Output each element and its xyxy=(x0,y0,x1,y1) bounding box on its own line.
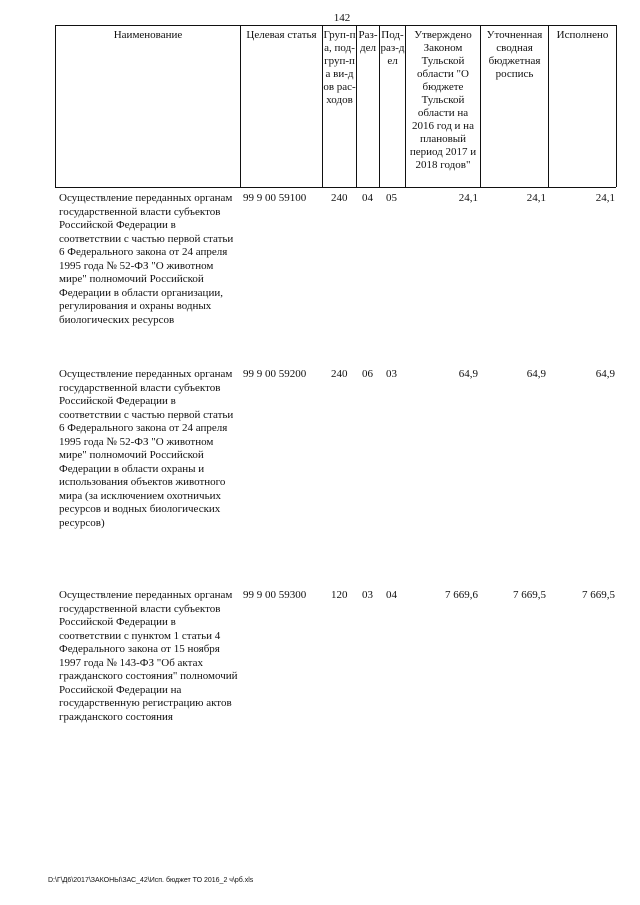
header-bottom-border xyxy=(55,187,616,188)
row-target: 99 9 00 59300 xyxy=(243,589,307,601)
row-group: 120 xyxy=(331,589,348,601)
row-section: 06 xyxy=(362,368,373,380)
row-executed: 7 669,5 xyxy=(582,589,615,601)
row-approved: 24,1 xyxy=(458,192,478,204)
row-name: Осуществление переданных органам государственной власти субъектов Российской Федерации в соответствии с частью первой статьи 6 Федерального закона от 24 апреля 1995 года № 52-ФЗ "О животном мире" полномочий Российской Федерации в области организации, регулирования и охраны водных биологических ресурсов xyxy=(59,192,234,326)
row-target: 99 9 00 59100 xyxy=(243,192,307,204)
row-section: 03 xyxy=(362,589,373,601)
header-section: Раз-дел xyxy=(358,29,378,54)
header-subsection: Под-раз-дел xyxy=(380,29,405,67)
row-approved: 64,9 xyxy=(458,368,478,380)
header-group: Груп-па, под-груп-па ви-дов рас-ходов xyxy=(323,29,356,106)
header-target: Целевая статья xyxy=(246,29,317,41)
row-approved: 7 669,6 xyxy=(445,589,478,601)
header-refined: Уточненная сводная бюджетная роспись xyxy=(486,29,543,80)
row-group: 240 xyxy=(331,368,348,380)
row-subsection: 03 xyxy=(386,368,397,380)
page-number: 142 xyxy=(333,12,351,24)
file-path-footer: D:\Г\Д6\2017\ЗАКОНЫ\ЗАС_42\Исп. бюджет ТО 2016_2 ч\рб.xls xyxy=(48,877,254,884)
row-name: Осуществление переданных органам государственной власти субъектов Российской Федерации в соответствии с частью первой статьи 6 Федерального закона от 24 апреля 1995 года № 52-ФЗ "О животном мире" полномочий Российской Федерации в области охраны и использования объектов животного мира (за исключением охотничьих ресурсов и водных биологических ресурсов) xyxy=(59,368,234,529)
row-target: 99 9 00 59200 xyxy=(243,368,307,380)
row-group: 240 xyxy=(331,192,348,204)
header-executed: Исполнено xyxy=(556,29,609,41)
row-executed: 24,1 xyxy=(595,192,615,204)
row-name: Осуществление переданных органам государственной власти субъектов Российской Федерации в соответствии с пунктом 1 статьи 4 Федерального закона от 15 ноября 1997 года № 143-ФЗ "Об актах гражданского состояния" полномочий Российской Федерации на государственную регистрацию актов гражданского состояния xyxy=(59,589,238,723)
header-name: Наименование xyxy=(113,29,183,41)
header-approved: Утверждено Законом Тульской области "О бюджете Тульской области на 2016 год и на плановый период 2017 и 2018 годов" xyxy=(409,29,477,171)
row-subsection: 04 xyxy=(386,589,397,601)
row-executed: 64,9 xyxy=(595,368,615,380)
row-refined: 7 669,5 xyxy=(513,589,546,601)
row-refined: 64,9 xyxy=(526,368,546,380)
col-divider xyxy=(616,25,617,187)
row-subsection: 05 xyxy=(386,192,397,204)
row-refined: 24,1 xyxy=(526,192,546,204)
row-section: 04 xyxy=(362,192,373,204)
